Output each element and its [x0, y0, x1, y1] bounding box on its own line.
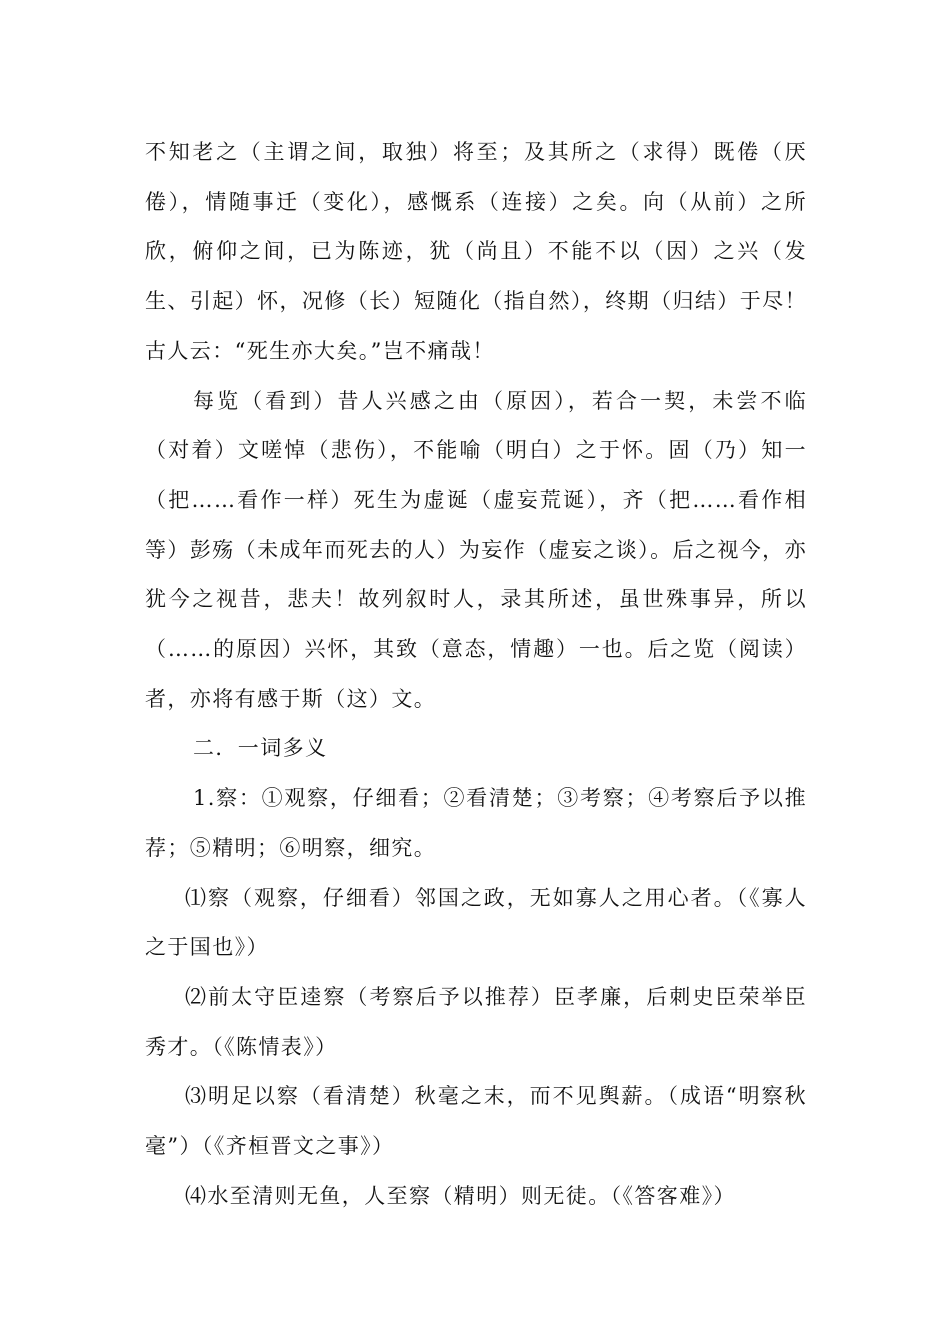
- document-page: [145, 128, 807, 1221]
- section-heading-polysemy: 二．一词多义: [193, 736, 328, 761]
- example-2: ⑵前太守臣逵察（考察后予以推荐）臣孝廉，后刺史臣荣举臣秀才。（《陈情表》）: [145, 984, 807, 1059]
- paragraph-lanting-continued: 不知老之（主谓之间，取独）将至；及其所之（求得）既倦（厌倦），情随事迁（变化），感慨系（连接）之矣。向（从前）之所欣，俯仰之间，已为陈迹，犹（尚且）不能不以（因）之兴（发生、引起）怀，况修（长）短随化（指自然），终期（归结）于尽！古人云：“死生亦大矣。”岂不痛哉！: [145, 140, 807, 363]
- example-3: ⑶明足以察（看清楚）秋毫之末，而不见舆薪。（成语“明察秋毫”）（《齐桓晋文之事》）: [145, 1084, 807, 1159]
- example-1: ⑴察（观察，仔细看）邻国之政，无如寡人之用心者。（《寡人之于国也》）: [145, 885, 807, 960]
- entry-cha-definition: 1.察：①观察，仔细看；②看清楚；③考察；④考察后予以推荐；⑤精明；⑥明察，细究。: [145, 786, 807, 860]
- paragraph-lanting-final: 每览（看到）昔人兴感之由（原因），若合一契，未尝不临（对着）文嗟悼（悲伤），不能喻（明白）之于怀。固（乃）知一（把……看作一样）死生为虚诞（虚妄荒诞），齐（把……看作相等）彭殇（未成年而死去的人）为妄作（虚妄之谈）。后之视今，亦犹今之视昔，悲夫！故列叙时人，录其所述，虽世殊事异，所以（……的原因）兴怀，其致（意态，情趣）一也。后之览（阅读）者，亦将有感于斯（这）文。: [145, 388, 807, 711]
- example-4: ⑷水至清则无鱼，人至察（精明）则无徒。（《答客难》）: [185, 1183, 736, 1208]
